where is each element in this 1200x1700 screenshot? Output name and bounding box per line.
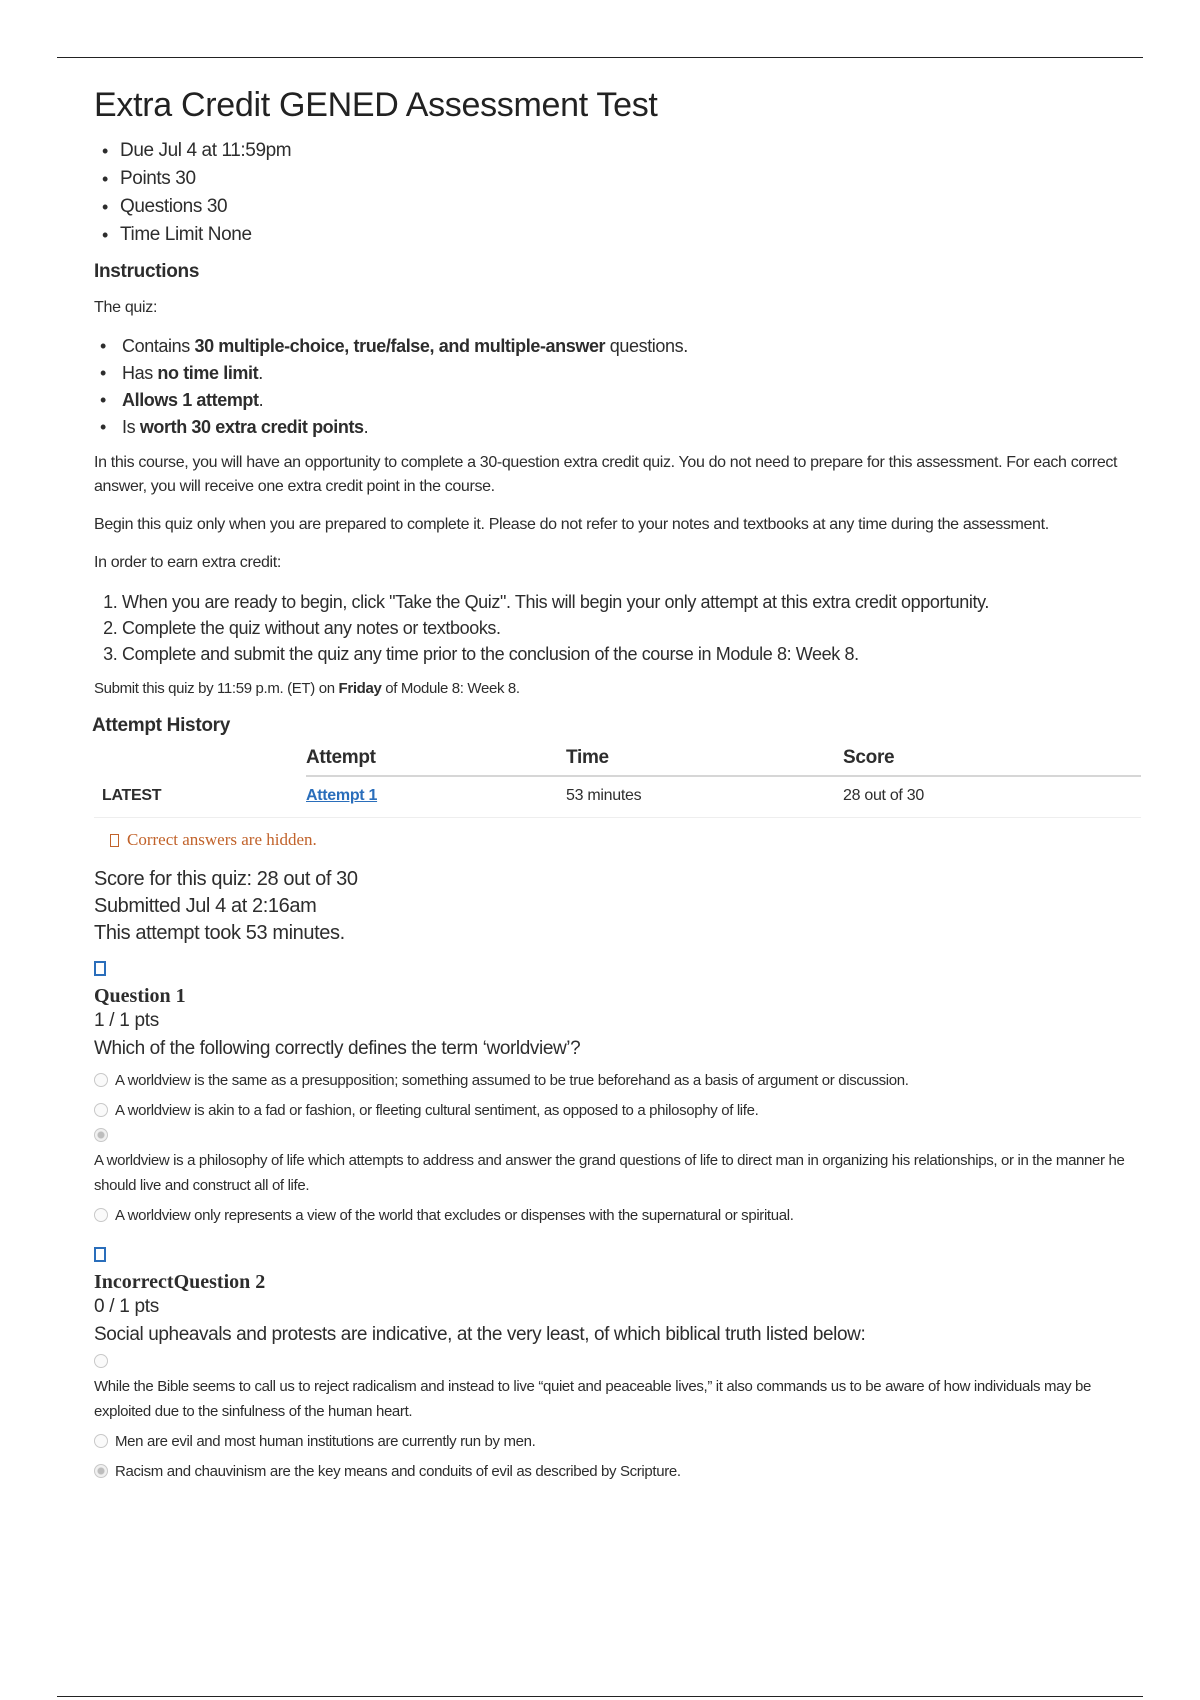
step-item: 3. Complete and submit the quiz any time prior to the conclusion of the course in Module 8: Week 8. [122,641,1144,667]
radio-button[interactable] [94,1434,108,1448]
col-blank [94,745,306,776]
attempt-history-table [94,745,1141,818]
answer-option[interactable]: A worldview is the same as a presupposition; something assumed to be true beforehand as a basis of argument or discussion. [94,1068,1144,1093]
quiz-score: Score for this quiz: 28 out of 30 [94,868,358,890]
flag-question-icon[interactable] [94,1247,106,1262]
radio-button-selected[interactable] [94,1464,108,1478]
meta-due: • Due Jul 4 at 11:59pm [102,137,1144,165]
table-row [94,776,1141,818]
step-item: 1. When you are ready to begin, click "Take the Quiz". This will begin your only attempt at this extra credit opportunity. [122,589,1144,615]
submit-deadline: Submit this quiz by 11:59 p.m. (ET) on Friday of Module 8: Week 8. [94,680,520,697]
quiz-meta-list [94,137,1144,249]
radio-button[interactable] [94,1208,108,1222]
attempt-1-link[interactable]: Attempt 1 [306,787,378,804]
answer-option[interactable]: A worldview only represents a view of the world that excludes or dispenses with the supernatural or spiritual. [94,1203,1144,1228]
answer-option[interactable]: Men are evil and most human institutions are currently run by men. [94,1429,1144,1454]
earn-credit-paragraph: In order to earn extra credit: [94,554,281,571]
meta-questions: • Questions 30 [102,193,1144,221]
question-text: Social upheavals and protests are indicative, at the very least, of which biblical truth listed below: [94,1324,866,1345]
quiz-label: The quiz: [94,299,158,316]
flag-question-icon[interactable] [94,961,106,976]
quiz-rule: • Contains 30 multiple-choice, true/false, and multiple-answer questions. [100,333,1144,360]
quiz-page [94,86,1144,1489]
bottom-rule [57,1696,1143,1697]
info-box-icon [110,834,119,847]
col-attempt: Attempt [306,745,566,776]
quiz-rule: • Has no time limit. [100,360,1144,387]
latest-label: LATEST [94,776,306,818]
meta-points: • Points 30 [102,165,1144,193]
submitted-time: Submitted Jul 4 at 2:16am [94,895,317,917]
instructions-heading: Instructions [94,261,200,282]
answer-option-selected[interactable]: A worldview is a philosophy of life which attempts to address and answer the grand questions of life to direct man in organizing his relationships, or in the manner he should live and construct all of life. [94,1128,1144,1198]
col-score: Score [843,745,1141,776]
radio-button-selected[interactable] [94,1128,108,1142]
question-2 [94,1233,1144,1484]
radio-button[interactable] [94,1354,108,1368]
question-title: Question 1 [94,985,186,1007]
steps-list [94,589,1144,667]
intro-paragraph: In this course, you will have an opportunity to complete a 30-question extra credit quiz. You do not need to prepare for this assessment. For each correct answer, you will receive one extra credit point in the course. [94,454,1118,495]
attempt-duration: This attempt took 53 minutes. [94,922,345,944]
attempt-score: 28 out of 30 [843,776,1141,818]
quiz-rules-list [94,333,1144,441]
question-points: 0 / 1 pts [94,1296,159,1317]
question-1 [94,947,1144,1228]
attempt-history-heading: Attempt History [92,715,231,736]
col-time: Time [566,745,843,776]
question-title: IncorrectQuestion 2 [94,1271,266,1293]
answer-option-selected[interactable]: Racism and chauvinism are the key means and conduits of evil as described by Scripture. [94,1459,1144,1484]
quiz-rule: • Allows 1 attempt. [100,387,1144,414]
top-rule [57,57,1143,58]
answers-hidden-note: Correct answers are hidden. [110,830,1144,850]
question-points: 1 / 1 pts [94,1010,159,1031]
notes-paragraph: Begin this quiz only when you are prepared to complete it. Please do not refer to your notes and textbooks at any time during the assessment. [94,516,1049,533]
step-item: 2. Complete the quiz without any notes or textbooks. [122,615,1144,641]
page-title: Extra Credit GENED Assessment Test [94,86,658,124]
attempt-time: 53 minutes [566,776,843,818]
meta-time-limit: • Time Limit None [102,221,1144,249]
question-text: Which of the following correctly defines the term ‘worldview’? [94,1038,581,1059]
radio-button[interactable] [94,1073,108,1087]
answer-option[interactable]: A worldview is akin to a fad or fashion, or fleeting cultural sentiment, as opposed to a philosophy of life. [94,1098,1144,1123]
radio-button[interactable] [94,1103,108,1117]
answer-option[interactable]: While the Bible seems to call us to reject radicalism and instead to live “quiet and peaceable lives,” it also commands us to be aware of how individuals may be exploited due to the sinfulness of the human heart. [94,1354,1144,1424]
quiz-rule: • Is worth 30 extra credit points. [100,414,1144,441]
